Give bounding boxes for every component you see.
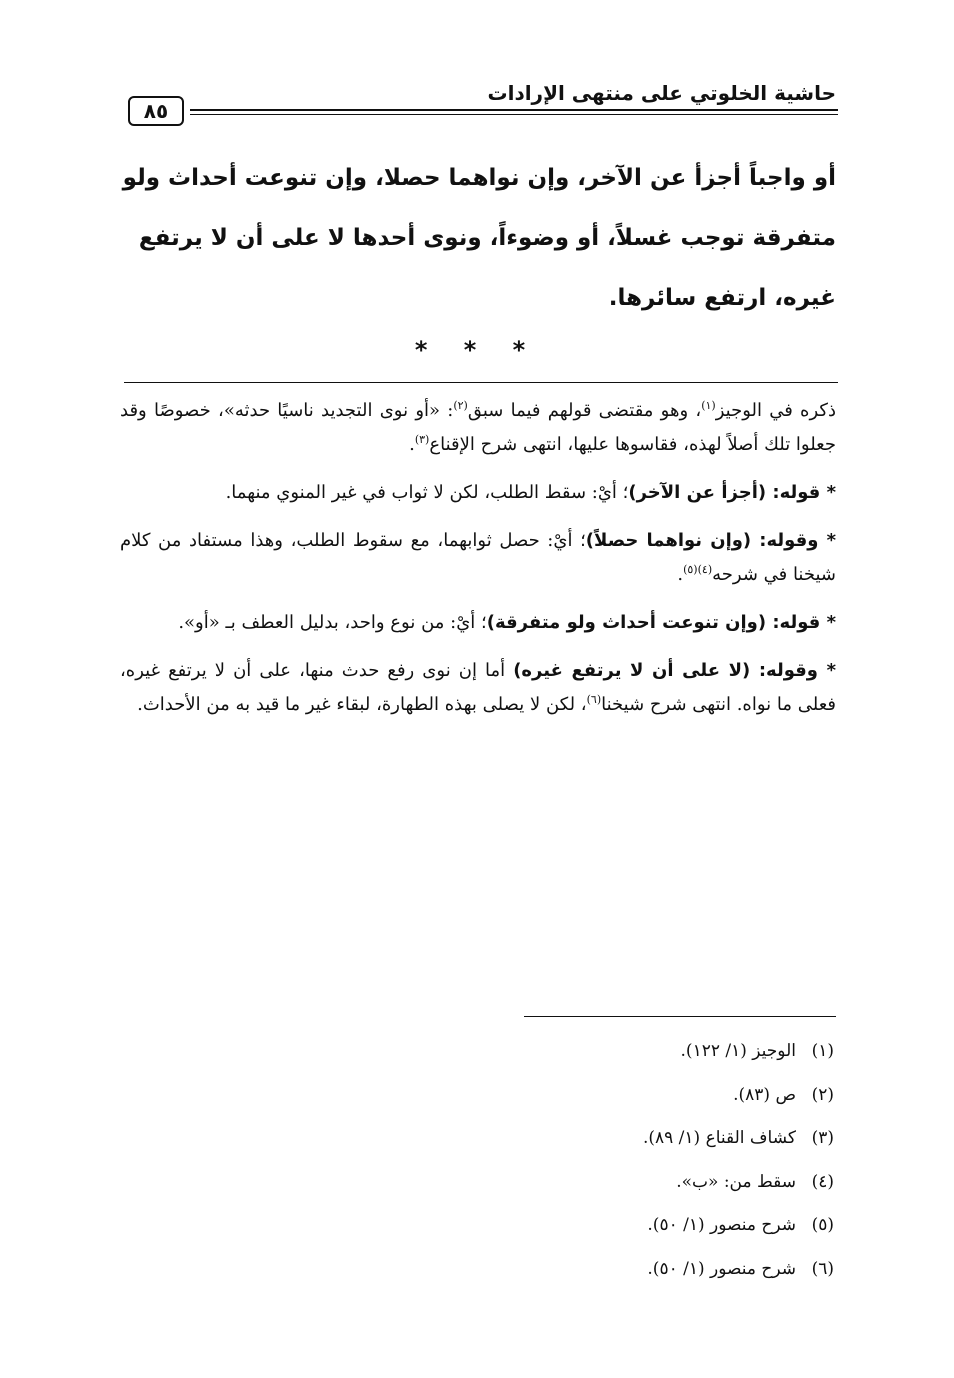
footnote-text: شرح منصور (١/ ٥٠). bbox=[647, 1258, 796, 1279]
footnote-ref: (٢) bbox=[453, 399, 468, 412]
footnote-text: ص (٨٣). bbox=[733, 1084, 796, 1105]
text-segment: . bbox=[409, 434, 415, 455]
footnote bbox=[334, 1074, 834, 1118]
text-segment: ؛ أيْ: حصل ثوابهما، مع سقوط الطلب، وهذا مستفاد من كلام شيخنا في شرحه bbox=[120, 530, 836, 585]
footnote-ref: (٣) bbox=[414, 433, 430, 446]
commentary-paragraph-3 bbox=[120, 524, 836, 592]
text-segment: ، لكن لا يصلى بهذه الطهارة، لبقاء غير ما قيد به من الأحداث. bbox=[137, 694, 587, 715]
section-separator-stars: * * * bbox=[414, 336, 540, 364]
footnote-ref: (٦) bbox=[586, 693, 602, 706]
text-segment: . bbox=[677, 564, 684, 585]
footnote-text: سقط من: «ب». bbox=[676, 1171, 796, 1192]
commentary-paragraph-2 bbox=[120, 476, 836, 510]
quoted-lemma: * وقوله: (وإن نواهما حصلاً) bbox=[585, 530, 836, 551]
text-segment: ذكره في الوجيز bbox=[715, 400, 837, 421]
footnote-ref: (١) bbox=[701, 399, 716, 412]
text-segment: : «أو نوى التجديد ناسيًا حدثه»، خصوصًا وقد جعلوا تلك أصلاً لهذه، فقاسوها عليها، انتهى شرح الإقناع bbox=[120, 400, 836, 455]
text-segment: أما إن نوى رفع حدث منها، على أن لا يرتفع غيره، فعلى ما نواه. انتهى شرح شيخنا bbox=[120, 660, 836, 715]
footnote bbox=[334, 1030, 834, 1074]
footnote-text: شرح منصور (١/ ٥٠). bbox=[647, 1215, 796, 1235]
footnote-text: كشاف القناع (١/ ٨٩). bbox=[642, 1128, 796, 1148]
footnote-number: (٣) bbox=[811, 1128, 834, 1148]
footnotes bbox=[334, 1030, 834, 1291]
commentary-separator bbox=[124, 382, 838, 383]
commentary-paragraph-1 bbox=[120, 394, 836, 462]
text-segment: ، وهو مقتضى قولهم فيما سبق bbox=[467, 400, 702, 421]
footnote-number: (٤) bbox=[811, 1171, 834, 1192]
footnote bbox=[334, 1161, 834, 1205]
commentary bbox=[120, 394, 836, 736]
commentary-paragraph-5 bbox=[120, 654, 836, 722]
page-number: ٨٥ bbox=[128, 96, 184, 126]
footnote-ref: (٤)(٥) bbox=[683, 563, 713, 576]
quoted-lemma: * قوله: (وإن تنوعت أحداث ولو متفرقة) bbox=[486, 612, 836, 633]
footnote-text: الوجيز (١/ ١٢٢). bbox=[680, 1041, 796, 1061]
footnote-number: (٥) bbox=[811, 1215, 834, 1235]
quoted-lemma: * قوله: (أجزأ عن الآخر) bbox=[628, 482, 836, 503]
header-rule-thin bbox=[190, 114, 838, 115]
text-segment: ؛ أيْ: من نوع واحد، بدليل العطف بـ «أو». bbox=[178, 612, 487, 633]
footnote bbox=[334, 1248, 834, 1292]
quoted-lemma: * وقوله: (لا على أن لا يرتفع غيره) bbox=[513, 660, 836, 681]
running-header-title: حاشية الخلوتي على منتهى الإرادات bbox=[487, 81, 836, 105]
main-text-line-3: غيره، ارتفع سائرها. bbox=[608, 285, 836, 311]
text-segment: ؛ أيْ: سقط الطلب، لكن لا ثواب في غير المنوي منهما. bbox=[225, 482, 629, 503]
main-text-line-2: متفرقة توجب غسلاً، أو وضوءاً، ونوى أحدها لا على أن لا يرتفع bbox=[138, 225, 836, 251]
main-text-line-1: أو واجباً أجزأ عن الآخر، وإن نواهما حصلا، وإن تنوعت أحداث ولو bbox=[122, 165, 836, 191]
footnote-number: (٢) bbox=[811, 1084, 834, 1105]
header-rule bbox=[190, 109, 838, 111]
footnote bbox=[334, 1204, 834, 1248]
footnote-number: (٦) bbox=[811, 1258, 834, 1279]
main-text bbox=[124, 148, 836, 328]
footnote bbox=[334, 1117, 834, 1161]
commentary-paragraph-4 bbox=[120, 606, 836, 640]
footnote-separator bbox=[524, 1016, 836, 1017]
footnote-number: (١) bbox=[811, 1041, 834, 1061]
